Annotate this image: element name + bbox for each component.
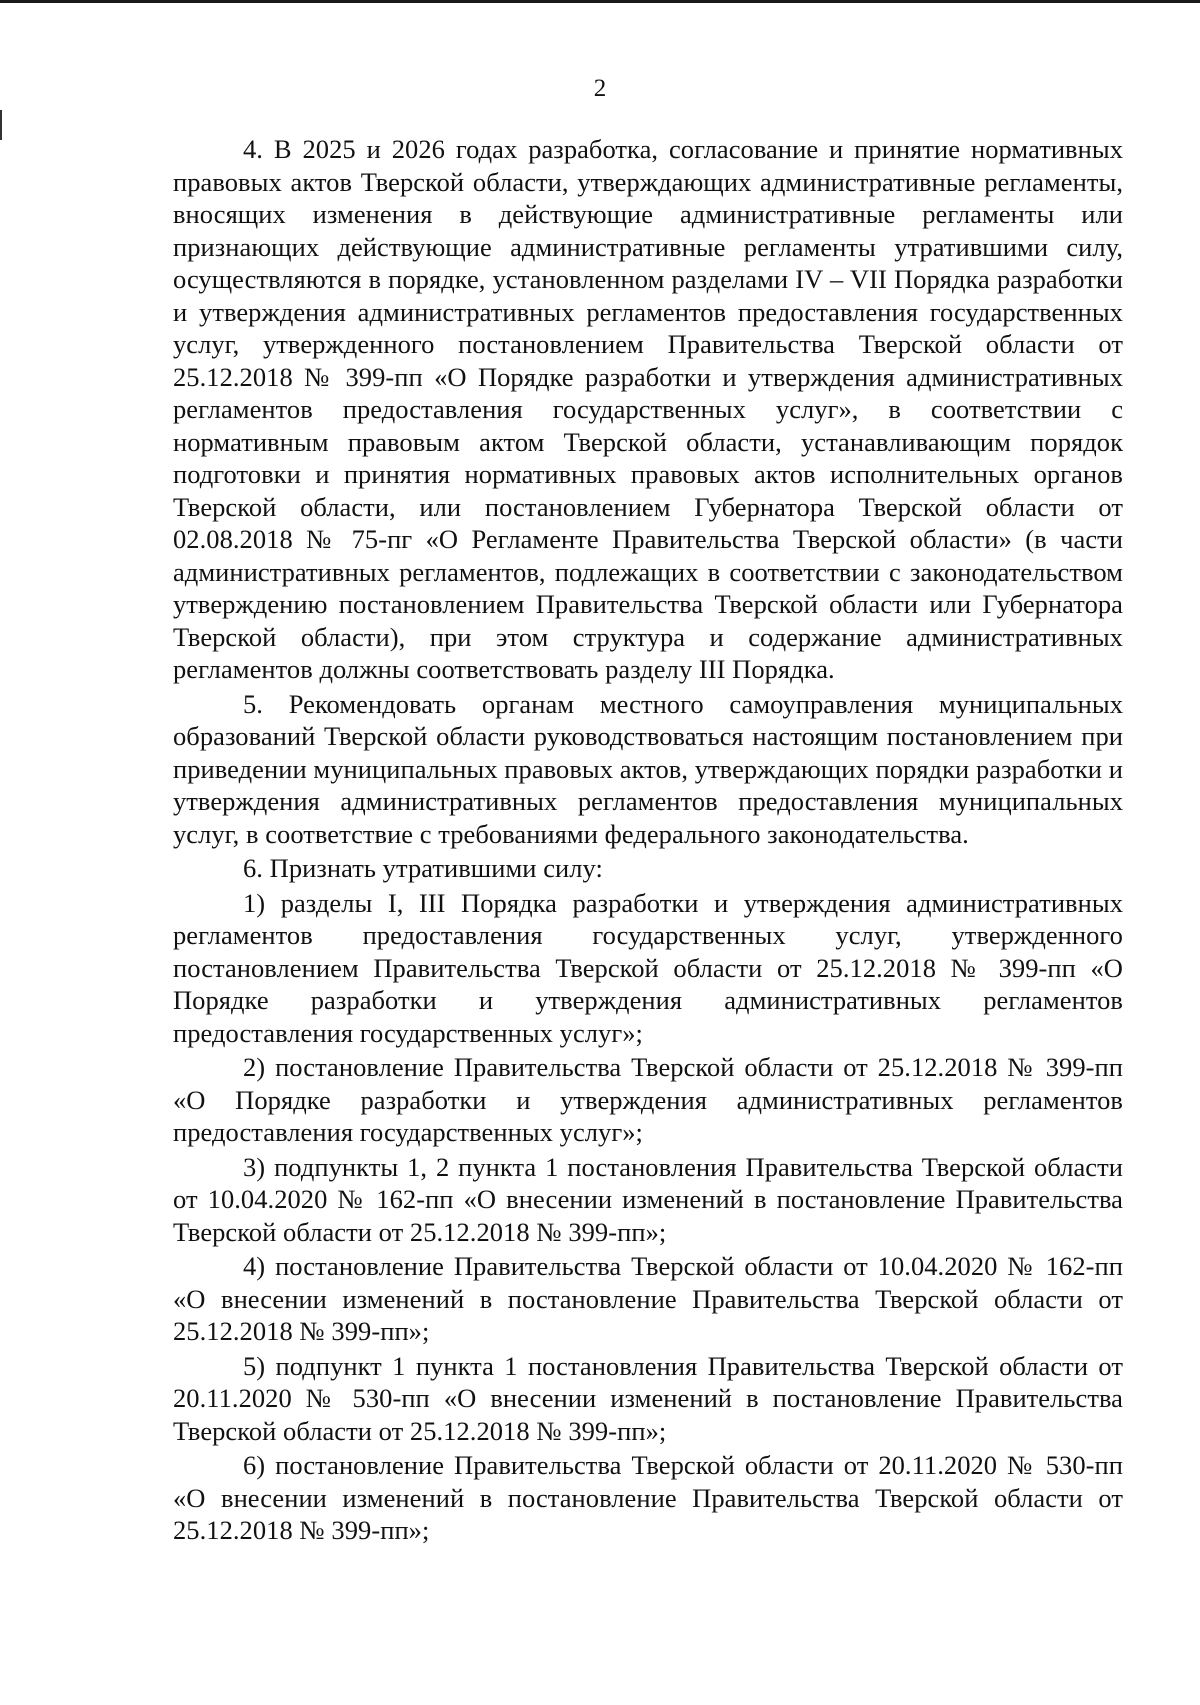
subitem-3: 3) подпункты 1, 2 пункта 1 постановления Правительства Тверской области от 10.04.2020 № 162-пп «О внесении изменений в постановление Правительства Тверской области от 25.12.2018 № 399-пп»; [173,1151,1123,1247]
subitem-6: 6) постановление Правительства Тверской области от 20.11.2020 № 530-пп «О внесении изменений в постановление Правительства Тверской области от 25.12.2018 № 399-пп»; [173,1450,1123,1545]
paragraph-item-5: 5. Рекомендовать органам местного самоуправления муниципальных образований Тверской области руководствоваться настоящим постановлением при приведении муниципальных правовых актов, утверждающих порядки разработки и утверждения административных регламентов предоставления муниципальных услуг, в соответствие с требованиями федерального законодательства. [173,688,1123,849]
paragraph-item-6: 6. Признать утратившими силу: [243,853,603,883]
subitem-1: 1) разделы I, III Порядка разработки и утверждения административных регламентов предоставления государственных услуг, утвержденного постановлением Правительства Тверской области от 25.12.2018 № 399-пп «О Порядке разработки и утверждения административных регламентов предоставления государственных услуг»; [173,887,1123,1048]
scan-top-edge [0,0,1200,3]
subitem-5: 5) подпункт 1 пункта 1 постановления Правительства Тверской области от 20.11.2020 № 530-пп «О внесении изменений в постановление Правительства Тверской области от 25.12.2018 № 399-пп»; [173,1350,1123,1446]
subitem-4: 4) постановление Правительства Тверской области от 10.04.2020 № 162-пп «О внесении изменений в постановление Правительства Тверской области от 25.12.2018 № 399-пп»; [173,1251,1123,1346]
scan-left-margin-mark [0,110,2,140]
page-number: 2 [593,75,607,102]
document-body [173,133,1123,1547]
paragraph-item-4: 4. В 2025 и 2026 годах разработка, согласование и принятие нормативных правовых актов Тверской области, утверждающих административные регламенты, вносящих изменения в действующие административные регламенты или признающих действующие административные регламенты утратившими силу, осуществляются в порядке, установленном разделами IV – VII Порядка разработки и утверждения административных регламентов предоставления государственных услуг, утвержденного постановлением Правительства Тверской области от 25.12.2018 № 399-пп «О Порядке разработки и утверждения административных регламентов предоставления государственных услуг», в соответствии с нормативным правовым актом Тверской области, устанавливающим порядок подготовки и принятия нормативных правовых актов исполнительных органов Тверской области, или постановлением Губернатора Тверской области от 02.08.2018 № 75-пг «О Регламенте Правительства Тверской области» (в части административных регламентов, подлежащих в соответствии с законодательством утверждению постановлением Правительства Тверской области или Губернатора Тверской области), при этом структура и содержание административных регламентов должны соответствовать разделу III Порядка. [173,134,1123,684]
subitem-2: 2) постановление Правительства Тверской области от 25.12.2018 № 399-пп «О Порядке разработки и утверждения административных регламентов предоставления государственных услуг»; [173,1052,1123,1147]
